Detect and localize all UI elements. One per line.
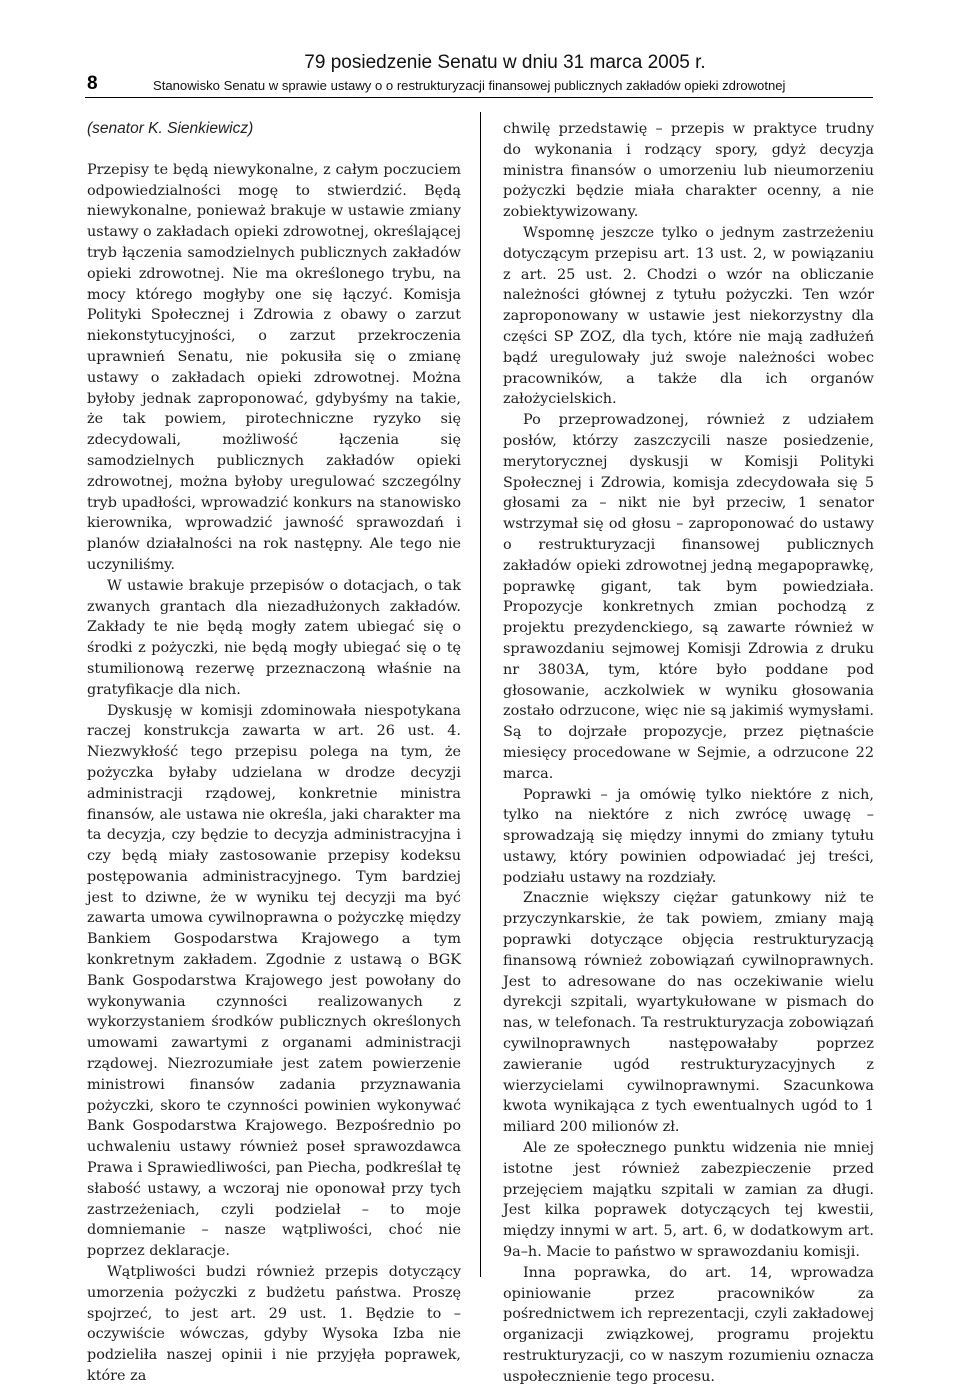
paragraph: Ale ze społecznego punktu widzenia nie mniej istotne jest również zabezpieczenie przed przejęciem majątku szpitali w zamian za długi. Jest kilka poprawek dotyczących tej kwestii, między innymi w art. 5, art. 6, w dodatkowym art. 9a–h. Macie to państwo w sprawozdaniu komisji. (503, 1140, 874, 1261)
page-number: 8 (87, 73, 98, 94)
paragraph: Przepisy te będą niewykonalne, z całym poczuciem odpowiedzialności mogę to stwierdzić. Będą niewykonalne, ponieważ brakuje w ustawie zmiany ustawy o zakładach opieki zdrowotnej, określającej tryb łączenia samodzielnych publicznych zakładów opieki zdrowotnej. Nie ma określonego trybu, na mocy którego mogłyby one się łączyć. Komisja Polityki Społecznej i Zdrowia z obawy o zarzut niekonstytucyjności, o zarzut przekroczenia uprawnień Senatu, nie pokusiła się o zmianę ustawy o zakładach opieki zdrowotnej. Można byłoby jednak zaproponować, gdybyśmy na takie, że tak powiem, pirotechniczne ryzyko się zdecydowali, możliwość łączenia się samodzielnych publicznych zakładów opieki zdrowotnej, można byłoby uregulować szczególny tryb upadłości, wprowadzić konkurs na stanowisko kierownika, wprowadzić jawność sprawozdań i planów działalności na rok następny. Ale tego nie uczyniliśmy. (87, 161, 461, 573)
paragraph: Poprawki – ja omówię tylko niektóre z nich, tylko na niektóre z nich zwrócę uwagę – sprowadzają się między innymi do zmiany tytułu ustawy, który powinien odpowiadać jej treści, podziału ustawy na rozdziały. (503, 786, 874, 886)
speaker-label: (senator K. Sienkiewicz) (87, 120, 254, 137)
paragraph: Po przeprowadzonej, również z udziałem posłów, którzy zaszczycili nasze posiedzenie, merytorycznej dyskusji w Komisji Polityki Społecznej i Zdrowia, komisja zdecydowała się 5 głosami za – nikt nie był przeciw, 1 senator wstrzymał się od głosu – zaproponować do ustawy o restrukturyzacji finansowej publicznych zakładów opieki zdrowotnej jedną megapoprawkę, poprawkę gigant, tak bym powiedziała. Propozycje konkretnych zmian pochodzą z projektu prezydenckiego, są zawarte również w sprawozdaniu sejmowej Komisji Zdrowia z druku nr 3803A, tym, które było poddane pod głosowanie, aczkolwiek w wyniku głosowania zostało odrzucone, więc nie są jakimiś wymysłami. Są to dojrzałe propozycje, przez piętnaście miesięcy procedowane w Sejmie, a odrzucone 22 marca. (503, 412, 874, 782)
paragraph: Inna poprawka, do art. 14, wprowadza opiniowanie przez pracowników za pośrednictwem ich reprezentacji, czyli zakładowej organizacji związkowej, programu projektu restrukturyzacji, co w naszym rozumieniu oznacza uspołecznienie tego procesu. (503, 1264, 874, 1385)
paragraph: chwilę przedstawię – przepis w praktyce trudny do wykonania i rodzący spory, gdyż decyzja ministra finansów o umorzeniu lub nieumorzeniu pożyczki będzie miała charakter ocenny, a nie zobiektywizowany. (503, 121, 874, 221)
paragraph: Znacznie większy ciężar gatunkowy niż te przyczynkarskie, że tak powiem, zmiany mają poprawki dotyczące objęcia restrukturyzacją finansową również zobowiązań cywilnoprawnych. Jest to adresowane do nas oczekiwanie wielu dyrekcji szpitali, wyartykułowane w pismach do nas, w telefonach. Ta restrukturyzacja zobowiązań cywilnoprawnych następowałaby poprzez zawieranie ugód restrukturyzacyjnych z wierzycielami cywilnoprawnymi. Szacunkowa kwota wynikająca z tych ewentualnych ugód to 1 miliard 200 milionów zł. (503, 890, 874, 1136)
paragraph: Wątpliwości budzi również przepis dotyczący umorzenia pożyczki z budżetu państwa. Proszę spojrzeć, to jest art. 29 ust. 1. Będzie to – oczywiście wówczas, gdyby Wysoka Izba nie podzieliła naszej opinii i nie przyjęła poprawek, które za (87, 1264, 461, 1385)
paragraph: Wspomnę jeszcze tylko o jednym zastrzeżeniu dotyczącym przepisu art. 13 ust. 2, w powiązaniu z art. 25 ust. 2. Chodzi o wzór na obliczanie należności głównej z tytułu pożyczki. Ten wzór zaproponowany w ustawie jest niekorzystny dla części SP ZOZ, dla tych, które nie mają zadłużeń bądź uregulowały już swoje należności wobec pracowników, a także dla ich organów założycielskich. (503, 224, 874, 408)
left-column (87, 119, 461, 1387)
paragraph: W ustawie brakuje przepisów o dotacjach, o tak zwanych grantach dla niezadłużonych zakładów. Zakłady te nie będą mogły zatem ubiegać się o środki z pożyczki, nie będą mogły ubiegać się o tę stumilionową rezerwę przeznaczoną właśnie na gratyfikacje dla nich. (87, 577, 461, 698)
header-subtitle: Stanowisko Senatu w sprawie ustawy o o restrukturyzacji finansowej publicznych zakładów opieki zdrowotnej (153, 78, 786, 93)
paragraph: Dyskusję w komisji zdominowała niespotykana raczej konstrukcja zawarta w art. 26 ust. 4. Niezwykłość tego przepisu polega na tym, że pożyczka byłaby udzielana w drodze decyzji administracji rządowej, konkretnie ministra finansów, ale ustawa nie określa, jaki charakter ma ta decyzja, czy będzie to decyzja administracyjna i czy będą miały zastosowanie przepisy kodeksu postępowania administracyjnego. Tym bardziej jest to dziwne, że w wyniku tej decyzji ma być zawarta umowa cywilnoprawna o pożyczkę między Bankiem Gospodarstwa Krajowego a tym konkretnym zakładem. Zgodnie z ustawą o BGK Bank Gospodarstwa Krajowego jest powołany do wykonywania czynności realizowanych z wykorzystaniem środków publicznych określonych umowami zawartymi z organami administracji rządowej. Niezrozumiałe jest zatem powierzenie ministrowi finansów zadania przyznawania pożyczki, skoro te czynności powinien wykonywać Bank Gospodarstwa Krajowego. Bezpośrednio po uchwaleniu ustawy również poseł sprawozdawca Prawa i Sprawiedliwości, pan Piecha, podkreślał tę słabość ustawy, a wczoraj nie oponował przy tych zastrzeżeniach, czyli podzielał – to moje domniemanie – nasze wątpliwości, choć nie poprzez deklaracje. (87, 702, 461, 1260)
header-title: 79 posiedzenie Senatu w dniu 31 marca 2005 r. (304, 52, 706, 73)
header-rule (85, 97, 873, 98)
right-column (503, 119, 874, 1388)
column-divider (480, 112, 481, 1277)
